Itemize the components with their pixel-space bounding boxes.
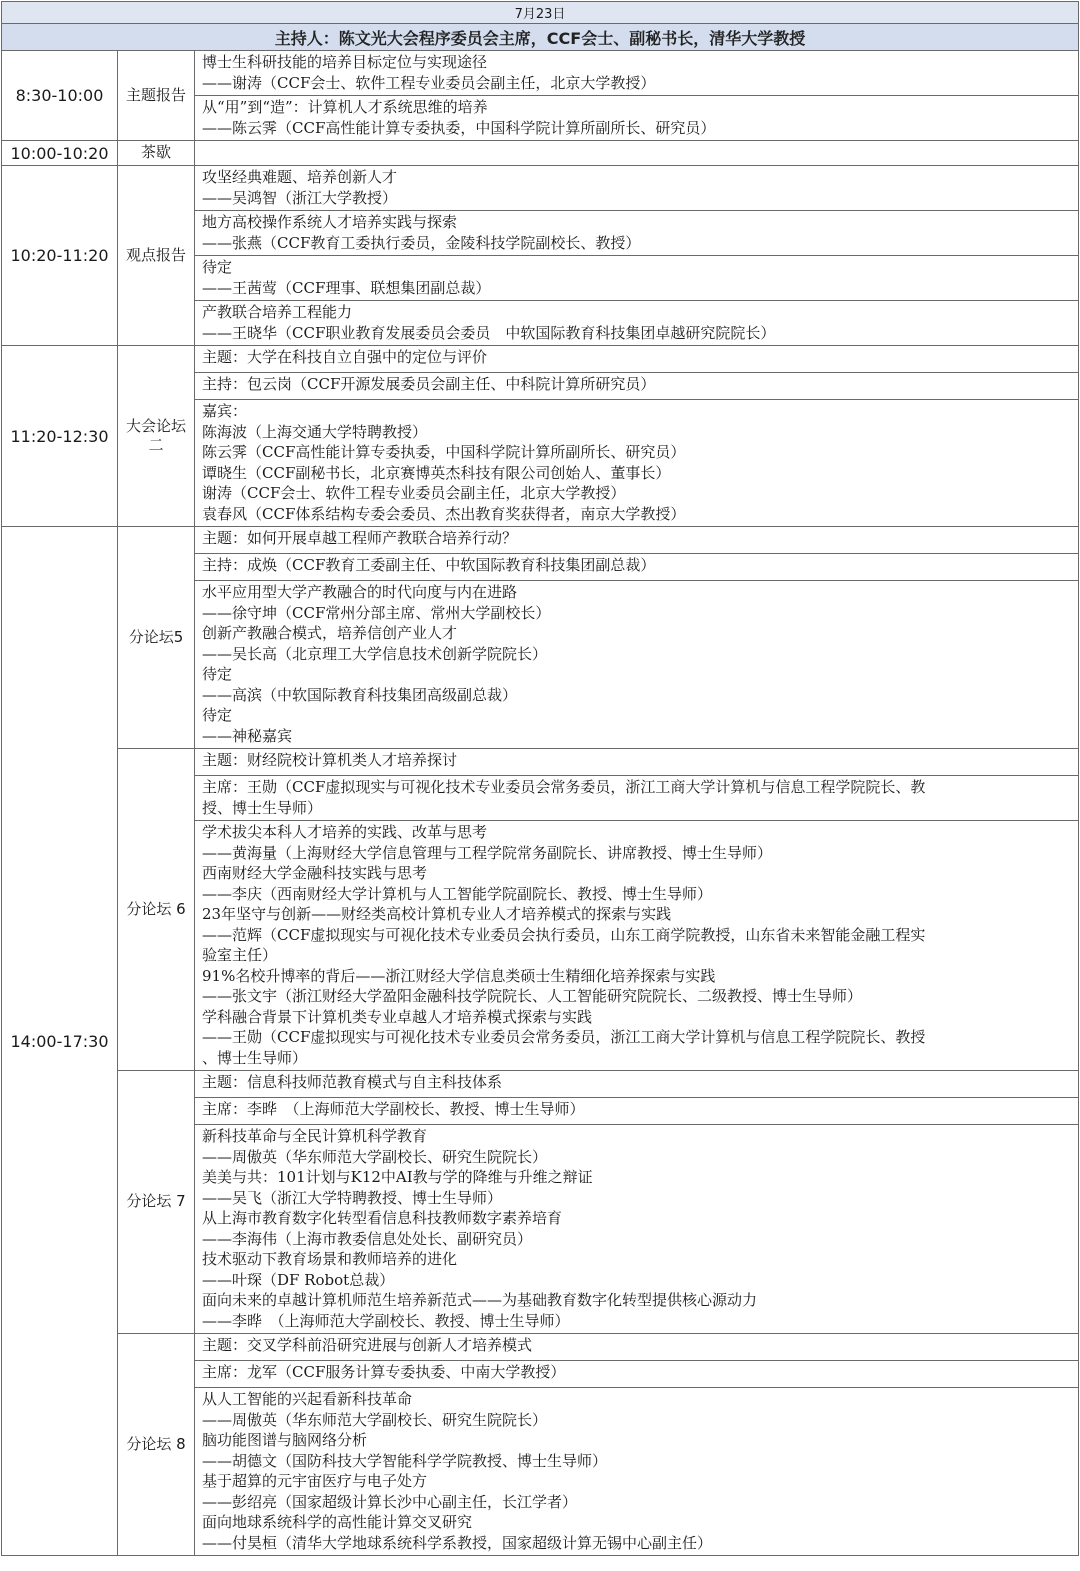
talk-speaker: ——谢涛（CCF会士、软件工程专业委员会副主任，北京大学教授） — [202, 73, 656, 92]
forum-theme: 主题：大学在科技自立自强中的定位与评价 — [195, 346, 1079, 373]
forum-chair: 主持：包云岗（CCF开源发展委员会副主任、中科院计算所研究员） — [195, 373, 1079, 400]
session-type-cell: 分论坛 8 — [118, 1334, 195, 1556]
talk-cell — [195, 166, 1079, 211]
time-cell: 10:20-11:20 — [2, 166, 118, 346]
talk-title: 博士生科研技能的培养目标定位与实现途径 — [202, 53, 488, 71]
forum-theme-row — [2, 346, 1079, 373]
forum-talks — [195, 581, 1079, 749]
talk-line: 从上海市教育数字化转型看信息科技教师数字素养培育 — [202, 1209, 563, 1227]
talk-line: ——徐守坤（CCF常州分部主席、常州大学副校长） — [202, 603, 551, 622]
time-cell: 8:30-10:00 — [2, 51, 118, 141]
forum-chair: 主席：李晔 （上海师范大学副校长、教授、博士生导师） — [195, 1098, 1079, 1125]
talk-line: 面向地球系统科学的高性能计算交叉研究 — [202, 1513, 473, 1531]
forum-theme: 主题：财经院校计算机类人才培养探讨 — [195, 749, 1079, 776]
talk-line: ——周傲英（华东师范大学副校长、研究生院院长） — [202, 1147, 548, 1166]
forum-theme: 主题：如何开展卓越工程师产教联合培养行动？ — [195, 527, 1079, 554]
talk-speaker: ——王晓华（CCF职业教育发展委员会委员 中软国际教育科技集团卓越研究院院长） — [202, 323, 776, 342]
guest-line: 嘉宾： — [202, 402, 248, 420]
talk-line: 水平应用型大学产教融合的时代向度与内在进路 — [202, 583, 518, 601]
forum-guests — [195, 400, 1079, 527]
date-header-row — [2, 2, 1079, 24]
talk-speaker: ——陈云霁（CCF高性能计算专委执委，中国科学院计算所副所长、研究员） — [202, 118, 716, 137]
guest-line: 陈云霁（CCF高性能计算专委执委，中国科学院计算所副所长、研究员） — [202, 443, 686, 461]
session-keynote-row — [2, 51, 1079, 96]
talk-title: 地方高校操作系统人才培养实践与探索 — [202, 213, 458, 231]
forum-chair — [195, 776, 1079, 821]
schedule-table — [1, 1, 1079, 1556]
talk-line: 待定 — [202, 706, 233, 724]
talk-line: ——高滨（中软国际教育科技集团高级副总裁） — [202, 685, 518, 704]
talk-cell — [195, 96, 1079, 141]
talk-line: ——周傲英（华东师范大学副校长、研究生院院长） — [202, 1410, 548, 1429]
talk-line: ——王勋（CCF虚拟现实与可视化技术专业委员会常务委员，浙江工商大学计算机与信息工程学院院长、教授 — [202, 1028, 926, 1046]
talk-line: ——付昊桓（清华大学地球系统科学系教授，国家超级计算无锡中心副主任） — [202, 1533, 713, 1552]
session-type-cell: 茶歇 — [118, 141, 195, 166]
forum5-theme-row — [2, 527, 1079, 554]
session-type-cell: 分论坛 7 — [118, 1071, 195, 1334]
talk-cell — [195, 256, 1079, 301]
session-break-row — [2, 141, 1079, 166]
talk-line: ——胡德文（国防科技大学智能科学学院教授、博士生导师） — [202, 1451, 608, 1470]
talk-line: ——吴飞（浙江大学特聘教授、博士生导师） — [202, 1188, 503, 1207]
talk-speaker: ——王茜莺（CCF理事、联想集团副总裁） — [202, 278, 491, 297]
talk-line: 23年坚守与创新——财经类高校计算机专业人才培养模式的探索与实践 — [202, 905, 672, 923]
talk-line: ——李海伟（上海市教委信息处处长、副研究员） — [202, 1229, 533, 1248]
talk-title: 从“用”到“造”：计算机人才系统思维的培养 — [202, 98, 488, 116]
forum-chair: 主持：成焕（CCF教育工委副主任、中软国际教育科技集团副总裁） — [195, 554, 1079, 581]
session-type-cell: 主题报告 — [118, 51, 195, 141]
empty-cell — [195, 141, 1079, 166]
talk-line: 创新产教融合模式，培养信创产业人才 — [202, 624, 458, 642]
time-cell: 10:00-10:20 — [2, 141, 118, 166]
talk-line: 技术驱动下教育场景和教师培养的进化 — [202, 1250, 458, 1268]
guest-line: 袁春风（CCF体系结构专委会委员、杰出教育奖获得者，南京大学教授） — [202, 504, 686, 523]
session-viewpoint-row — [2, 166, 1079, 211]
date-header: 7月23日 — [2, 2, 1079, 24]
forum-theme: 主题：信息科技师范教育模式与自主科技体系 — [195, 1071, 1079, 1098]
talk-line: 91%名校升博率的背后——浙江财经大学信息类硕士生精细化培养探索与实践 — [202, 966, 716, 985]
talk-line: 面向未来的卓越计算机师范生培养新范式——为基础教育数字化转型提供核心源动力 — [202, 1291, 758, 1309]
guest-line: 陈海波（上海交通大学特聘教授） — [202, 422, 428, 441]
talk-line: 美美与共：101计划与K12中AI教与学的降维与升维之辩证 — [202, 1168, 593, 1186]
guest-line: 谢涛（CCF会士、软件工程专业委员会副主任，北京大学教授） — [202, 484, 626, 502]
talk-line: ——彭绍亮（国家超级计算长沙中心副主任，长江学者） — [202, 1492, 578, 1511]
time-cell: 14:00-17:30 — [2, 527, 118, 1556]
forum-talks — [195, 1388, 1079, 1556]
talk-line: 基于超算的元宇宙医疗与电子处方 — [202, 1472, 428, 1490]
talk-title: 产教联合培养工程能力 — [202, 303, 353, 321]
talk-speaker: ——吴鸿智（浙江大学教授） — [202, 188, 398, 207]
guest-line: 谭晓生（CCF副秘书长，北京赛博英杰科技有限公司创始人、董事长） — [202, 463, 671, 482]
talk-line: ——范辉（CCF虚拟现实与可视化技术专业委员会执行委员，山东工商学院教授，山东省未来智能金融工程实 — [202, 925, 926, 944]
talk-line: 学术拔尖本科人才培养的实践、改革与思考 — [202, 823, 488, 841]
talk-line: ——神秘嘉宾 — [202, 726, 293, 745]
forum-chair: 主席：龙军（CCF服务计算专委执委、中南大学教授） — [195, 1361, 1079, 1388]
talk-line: 新科技革命与全民计算机科学教育 — [202, 1127, 428, 1145]
chair-line: 授、博士生导师） — [202, 798, 323, 817]
talk-title: 待定 — [202, 258, 233, 276]
talk-line: ——黄海量（上海财经大学信息管理与工程学院常务副院长、讲席教授、博士生导师） — [202, 843, 773, 862]
talk-line: 西南财经大学金融科技实践与思考 — [202, 864, 428, 882]
session-type-cell: 分论坛 6 — [118, 749, 195, 1071]
talk-title: 攻坚经典难题、培养创新人才 — [202, 168, 398, 186]
session-type-cell — [118, 346, 195, 527]
forum-talks — [195, 1125, 1079, 1334]
session-type-line: 二 — [148, 436, 164, 454]
talk-line: ——李庆（西南财经大学计算机与人工智能学院副院长、教授、博士生导师） — [202, 884, 713, 903]
time-cell: 11:20-12:30 — [2, 346, 118, 527]
host-row — [2, 24, 1079, 51]
talk-speaker: ——张燕（CCF教育工委执行委员，金陵科技学院副校长、教授） — [202, 233, 641, 252]
talk-cell — [195, 51, 1079, 96]
talk-line: ——张文宇（浙江财经大学盈阳金融科技学院院长、人工智能研究院院长、二级教授、博士生导师） — [202, 987, 863, 1005]
talk-line: 待定 — [202, 665, 233, 683]
talk-line: 、博士生导师） — [202, 1048, 308, 1067]
talk-line: ——李晔 （上海师范大学副校长、教授、博士生导师） — [202, 1311, 570, 1330]
forum-talks — [195, 821, 1079, 1071]
talk-line: 学科融合背景下计算机类专业卓越人才培养模式探索与实践 — [202, 1007, 593, 1026]
session-type-line: 大会论坛 — [125, 416, 186, 435]
talk-cell — [195, 301, 1079, 346]
forum8-theme-row — [2, 1334, 1079, 1361]
session-type-cell: 分论坛5 — [118, 527, 195, 749]
forum6-theme-row — [2, 749, 1079, 776]
session-type-cell: 观点报告 — [118, 166, 195, 346]
host-header: 主持人：陈文光大会程序委员会主席，CCF会士、副秘书长，清华大学教授 — [2, 24, 1079, 51]
talk-line: ——吴长高（北京理工大学信息技术创新学院院长） — [202, 644, 548, 663]
talk-line: ——叶琛（DF Robot总裁） — [202, 1270, 395, 1289]
talk-line: 脑功能图谱与脑网络分析 — [202, 1431, 368, 1449]
talk-line: 验室主任） — [202, 946, 278, 964]
talk-line: 从人工智能的兴起看新科技革命 — [202, 1390, 413, 1408]
forum7-theme-row — [2, 1071, 1079, 1098]
forum-theme: 主题：交叉学科前沿研究进展与创新人才培养模式 — [195, 1334, 1079, 1361]
talk-cell — [195, 211, 1079, 256]
chair-line: 主席：王勋（CCF虚拟现实与可视化技术专业委员会常务委员，浙江工商大学计算机与信息工程学院院长、教 — [202, 778, 926, 796]
